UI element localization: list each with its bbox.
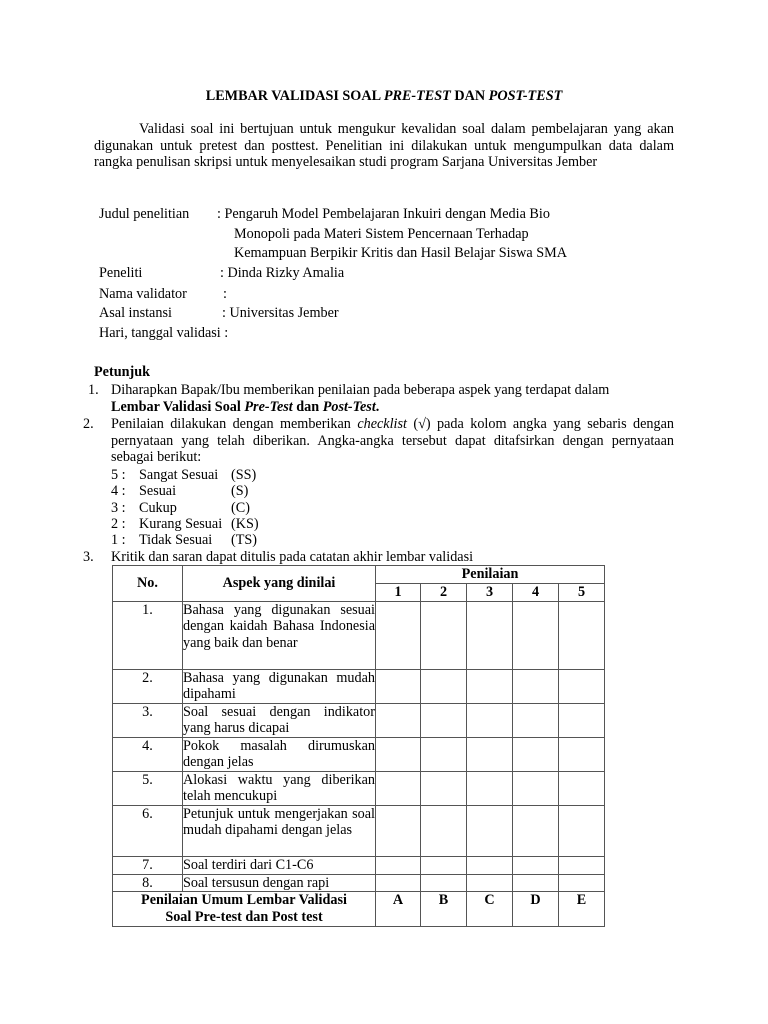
score-cell[interactable] xyxy=(421,874,467,892)
footer-line-2: Soal Pre-test dan Post test xyxy=(165,908,323,925)
grade-e[interactable]: E xyxy=(559,892,605,927)
meta-peneliti xyxy=(99,265,345,282)
score-cell[interactable] xyxy=(513,601,559,669)
judul-value-1: : Pengaruh Model Pembelajaran Inkuiri dengan Media Bio xyxy=(217,206,550,222)
score-header-2: 2 xyxy=(421,584,467,602)
table-row xyxy=(113,703,605,737)
row-number: 7. xyxy=(113,856,183,874)
score-cell[interactable] xyxy=(467,856,513,874)
grade-d[interactable]: D xyxy=(513,892,559,927)
instansi-label: Asal instansi xyxy=(99,305,172,321)
score-cell[interactable] xyxy=(376,874,421,892)
score-cell[interactable] xyxy=(421,771,467,805)
judul-value-3: Kemampuan Berpikir Kritis dan Hasil Belajar Siswa SMA xyxy=(234,245,567,261)
score-cell[interactable] xyxy=(513,737,559,771)
score-cell[interactable] xyxy=(376,771,421,805)
row-aspek: Soal sesuai dengan indikator yang harus dicapai xyxy=(183,703,375,736)
item1-dan: dan xyxy=(292,398,323,415)
grade-c[interactable]: C xyxy=(467,892,513,927)
scale-num: 4 : xyxy=(111,483,126,499)
title-pretest: PRE-TEST xyxy=(383,88,451,104)
score-cell[interactable] xyxy=(376,669,421,703)
scale-code: (C) xyxy=(231,500,250,516)
score-cell[interactable] xyxy=(421,856,467,874)
score-cell[interactable] xyxy=(421,703,467,737)
score-cell[interactable] xyxy=(376,601,421,669)
col-header-penilaian: Penilaian xyxy=(376,566,605,584)
row-number: 5. xyxy=(113,771,183,805)
scale-code: (S) xyxy=(231,483,249,499)
scale-code: (TS) xyxy=(231,532,258,548)
item1-period: . xyxy=(375,398,380,415)
row-number: 8. xyxy=(113,874,183,892)
row-number: 3. xyxy=(113,703,183,737)
score-cell[interactable] xyxy=(559,601,605,669)
score-cell[interactable] xyxy=(467,669,513,703)
row-aspek: Pokok masalah dirumuskan dengan jelas xyxy=(183,737,375,770)
score-cell[interactable] xyxy=(559,669,605,703)
title-text: LEMBAR VALIDASI SOAL xyxy=(205,88,384,104)
row-aspek: Bahasa yang digunakan sesuai dengan kaidah Bahasa Indonesia yang baik dan benar xyxy=(183,601,376,669)
score-cell[interactable] xyxy=(559,703,605,737)
col-header-no: No. xyxy=(113,566,183,602)
footer-line-1: Penilaian Umum Lembar Validasi xyxy=(141,892,347,908)
scale-label: Sesuai xyxy=(139,483,177,499)
instansi-value: : Universitas Jember xyxy=(222,305,339,321)
score-cell[interactable] xyxy=(559,805,605,856)
petunjuk-title: Petunjuk xyxy=(94,364,150,380)
footer-label xyxy=(113,892,376,927)
score-cell[interactable] xyxy=(513,874,559,892)
score-cell[interactable] xyxy=(376,737,421,771)
item-number: 3. xyxy=(83,549,94,565)
row-number: 4. xyxy=(113,737,183,771)
grade-a[interactable]: A xyxy=(376,892,421,927)
meta-tanggal: Hari, tanggal validasi : xyxy=(99,325,229,341)
table-footer-row xyxy=(113,892,605,927)
score-cell[interactable] xyxy=(467,737,513,771)
meta-judul xyxy=(99,206,550,223)
validator-label: Nama validator xyxy=(99,286,187,302)
item-number: 1. xyxy=(88,382,99,398)
score-cell[interactable] xyxy=(376,805,421,856)
petunjuk-item-2 xyxy=(83,416,674,466)
score-cell[interactable] xyxy=(559,771,605,805)
item1-bold: Lembar Validasi Soal xyxy=(111,398,245,415)
scale-num: 1 : xyxy=(111,532,126,548)
score-cell[interactable] xyxy=(421,669,467,703)
meta-validator xyxy=(99,286,227,303)
scale-label: Kurang Sesuai xyxy=(139,516,223,532)
score-cell[interactable] xyxy=(513,771,559,805)
score-header-3: 3 xyxy=(467,584,513,602)
score-cell[interactable] xyxy=(376,856,421,874)
validator-value: : xyxy=(223,286,227,302)
row-aspek: Soal terdiri dari C1-C6 xyxy=(183,856,376,874)
score-cell[interactable] xyxy=(421,601,467,669)
table-row xyxy=(113,771,605,805)
item2-text-a: Penilaian dilakukan dengan memberikan xyxy=(111,416,358,432)
meta-instansi xyxy=(99,305,339,322)
score-cell[interactable] xyxy=(559,874,605,892)
row-aspek: Alokasi waktu yang diberikan telah mencukupi xyxy=(183,771,375,804)
item3-text: Kritik dan saran dapat ditulis pada catatan akhir lembar validasi xyxy=(111,549,474,565)
score-cell[interactable] xyxy=(513,669,559,703)
item2-text-c: (√) pada kolom angka yang sebaris dengan pernyataan yang telah diberikan. Angka-angka tersebut dapat ditafsirkan dengan pernyataan sebagai berikut: xyxy=(111,416,674,465)
item1-pretest: Pre-Test xyxy=(244,398,293,415)
judul-value-2: Monopoli pada Materi Sistem Pencernaan Terhadap xyxy=(234,226,529,242)
peneliti-value: : Dinda Rizky Amalia xyxy=(220,265,345,281)
score-cell[interactable] xyxy=(421,805,467,856)
peneliti-label: Peneliti xyxy=(99,265,143,281)
row-aspek: Petunjuk untuk mengerjakan soal mudah dipahami dengan jelas xyxy=(183,805,376,856)
score-header-4: 4 xyxy=(513,584,559,602)
scale-num: 2 : xyxy=(111,516,126,532)
scale-code: (KS) xyxy=(231,516,259,532)
judul-label: Judul penelitian xyxy=(99,206,190,222)
score-cell[interactable] xyxy=(513,856,559,874)
item2-checklist: checklist xyxy=(357,416,407,432)
score-cell[interactable] xyxy=(376,703,421,737)
scale-label: Cukup xyxy=(139,500,177,516)
table-row xyxy=(113,874,605,892)
scale-label: Sangat Sesuai xyxy=(139,467,219,483)
score-header-1: 1 xyxy=(376,584,421,602)
row-number: 2. xyxy=(113,669,183,703)
item1-posttest: Post-Test xyxy=(322,398,376,415)
score-header-5: 5 xyxy=(559,584,605,602)
table-row xyxy=(113,669,605,703)
scale-num: 3 : xyxy=(111,500,126,516)
title-dan: DAN xyxy=(450,88,489,104)
row-number: 1. xyxy=(113,601,183,669)
score-cell[interactable] xyxy=(421,737,467,771)
score-cell[interactable] xyxy=(513,703,559,737)
score-cell[interactable] xyxy=(467,771,513,805)
intro-paragraph: Validasi soal ini bertujuan untuk mengukur kevalidan soal dalam pembelajaran yang akan digunakan untuk pretest dan posttest. Penelitian ini dilakukan untuk mengumpulkan data dalam rangka penulisan skripsi untuk menyelesaikan studi program Sarjana Universitas Jember xyxy=(94,121,674,170)
score-cell[interactable] xyxy=(559,737,605,771)
page-title xyxy=(0,88,768,105)
row-aspek: Bahasa yang digunakan mudah dipahami xyxy=(183,669,375,702)
score-cell[interactable] xyxy=(467,805,513,856)
table-row xyxy=(113,805,605,856)
score-cell[interactable] xyxy=(467,703,513,737)
scale-label: Tidak Sesuai xyxy=(139,532,213,548)
scale-num: 5 : xyxy=(111,467,126,483)
petunjuk-item-3 xyxy=(83,549,674,566)
table-row xyxy=(113,737,605,771)
table-row xyxy=(113,601,605,669)
item1-text: Diharapkan Bapak/Ibu memberikan penilaian pada beberapa aspek yang terdapat dalam xyxy=(111,382,610,398)
score-cell[interactable] xyxy=(467,601,513,669)
score-cell[interactable] xyxy=(513,805,559,856)
scale-code: (SS) xyxy=(231,467,257,483)
row-number: 6. xyxy=(113,805,183,856)
title-posttest: POST-TEST xyxy=(488,88,563,104)
grade-b[interactable]: B xyxy=(421,892,467,927)
petunjuk-item-1 xyxy=(83,382,674,415)
table-row xyxy=(113,856,605,874)
score-cell[interactable] xyxy=(559,856,605,874)
validation-table xyxy=(112,565,605,927)
score-cell[interactable] xyxy=(467,874,513,892)
item-number: 2. xyxy=(83,416,94,432)
col-header-aspek: Aspek yang dinilai xyxy=(183,566,376,602)
row-aspek: Soal tersusun dengan rapi xyxy=(183,874,376,892)
